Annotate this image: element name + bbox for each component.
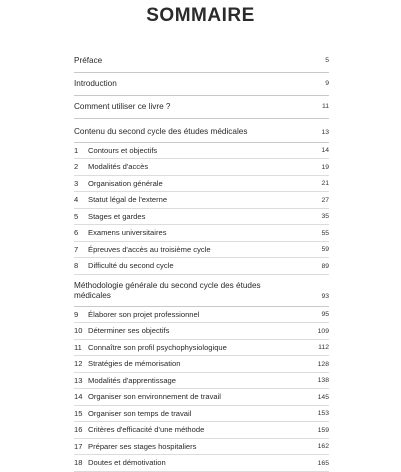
toc-item-page: 159: [317, 426, 329, 434]
toc-entry-page: 5: [325, 57, 329, 64]
toc-item-number: 2: [74, 162, 79, 172]
toc-item-number: 16: [74, 425, 83, 435]
toc-item-page: 153: [317, 410, 329, 417]
toc-entry-label: Comment utiliser ce livre ?: [74, 102, 171, 111]
toc-item-label: Contours et objectifs: [88, 145, 158, 155]
toc-item-page: 112: [318, 344, 329, 351]
toc-item-page: 55: [321, 229, 329, 237]
toc-item-page: 21: [321, 180, 329, 187]
toc-item-page: 95: [321, 311, 329, 318]
toc-item-page: 19: [321, 163, 329, 171]
toc-section-label: Contenu du second cycle des études médicales: [74, 127, 248, 136]
toc-item-page: 165: [317, 459, 329, 467]
toc-item-number: 18: [74, 458, 83, 468]
toc-item-label: Difficulté du second cycle: [88, 261, 174, 271]
toc-item[interactable]: [74, 258, 329, 275]
toc-section-contenu-items: [74, 143, 329, 275]
toc-item[interactable]: [74, 143, 329, 160]
toc-item-label: Organisation générale: [88, 178, 163, 188]
toc-item-page: 138: [317, 377, 329, 384]
toc-item[interactable]: [74, 340, 329, 357]
toc-item-page: 128: [317, 360, 329, 368]
toc-item-page: 89: [321, 262, 329, 270]
toc-item[interactable]: [74, 242, 329, 259]
toc-item[interactable]: [74, 159, 329, 176]
toc-entry-page: 11: [321, 103, 329, 110]
toc-item-number: 15: [74, 408, 83, 418]
toc-section-page: 93: [321, 292, 329, 300]
toc-item-number: 13: [74, 375, 83, 385]
toc-item-label: Préparer ses stages hospitaliers: [88, 441, 197, 451]
toc-item-label: Organiser son temps de travail: [88, 408, 192, 418]
table-of-contents: [74, 50, 329, 472]
toc-entry-comment-utiliser[interactable]: [74, 96, 329, 119]
toc-item[interactable]: [74, 356, 329, 373]
toc-item-number: 6: [74, 228, 79, 238]
toc-item-label: Élaborer son projet professionnel: [88, 309, 200, 319]
toc-entry-label: Introduction: [74, 79, 117, 88]
toc-entry-page: 9: [325, 80, 329, 87]
toc-item-page: 109: [317, 327, 329, 335]
toc-item-page: 145: [317, 393, 329, 401]
toc-section-label: Méthodologie générale du second cycle des études médicales: [74, 280, 261, 300]
toc-item-number: 5: [74, 211, 79, 221]
toc-item-number: 4: [74, 195, 79, 205]
toc-section-contenu[interactable]: [74, 119, 329, 143]
toc-section-methodologie[interactable]: [74, 275, 329, 307]
toc-entry-preface[interactable]: [74, 50, 329, 73]
toc-item-label: Épreuves d'accès au troisième cycle: [88, 244, 211, 254]
toc-item-page: 27: [321, 196, 329, 204]
toc-item-label: Statut légal de l'externe: [88, 195, 168, 205]
toc-item-number: 3: [74, 178, 79, 188]
toc-item-label: Examens universitaires: [88, 228, 167, 238]
toc-item[interactable]: [74, 373, 329, 390]
toc-item[interactable]: [74, 406, 329, 423]
toc-item-number: 12: [74, 359, 83, 369]
toc-item[interactable]: [74, 439, 329, 456]
toc-entry-label: Préface: [74, 56, 103, 65]
toc-item-number: 11: [74, 342, 82, 352]
toc-item-label: Stages et gardes: [88, 211, 146, 221]
toc-item-label: Modalités d'accès: [88, 162, 149, 172]
toc-item-label: Stratégies de mémorisation: [88, 359, 181, 369]
toc-item-number: 17: [74, 441, 83, 451]
toc-item[interactable]: [74, 209, 329, 226]
toc-item[interactable]: [74, 323, 329, 340]
toc-item-label: Organiser son environnement de travail: [88, 392, 221, 402]
toc-section-page: 13: [321, 128, 329, 136]
toc-item-label: Déterminer ses objectifs: [88, 326, 170, 336]
toc-item-number: 1: [74, 145, 79, 155]
toc-section-methodologie-items: [74, 307, 329, 472]
toc-item[interactable]: [74, 192, 329, 209]
toc-item[interactable]: [74, 389, 329, 406]
toc-item-number: 9: [74, 309, 79, 319]
toc-item-label: Modalités d'apprentissage: [88, 375, 176, 385]
toc-item-label: Doutes et démotivation: [88, 458, 166, 468]
toc-item-page: 162: [317, 443, 329, 450]
toc-item-page: 59: [321, 246, 329, 253]
toc-item-number: 7: [74, 244, 79, 254]
page-title: SOMMAIRE: [146, 5, 255, 26]
toc-entry-introduction[interactable]: [74, 73, 329, 96]
toc-item[interactable]: [74, 176, 329, 193]
toc-item-number: 14: [74, 392, 83, 402]
toc-item-number: 10: [74, 326, 83, 336]
toc-item-label: Connaître son profil psychophysiologique: [88, 342, 227, 352]
toc-item[interactable]: [74, 307, 329, 324]
toc-item-page: 35: [321, 213, 329, 220]
toc-item[interactable]: [74, 455, 329, 472]
toc-item[interactable]: [74, 225, 329, 242]
toc-item-page: 14: [321, 147, 329, 154]
toc-item[interactable]: [74, 422, 329, 439]
toc-item-label: Critères d'efficacité d'une méthode: [88, 425, 205, 435]
toc-item-number: 8: [74, 261, 79, 271]
